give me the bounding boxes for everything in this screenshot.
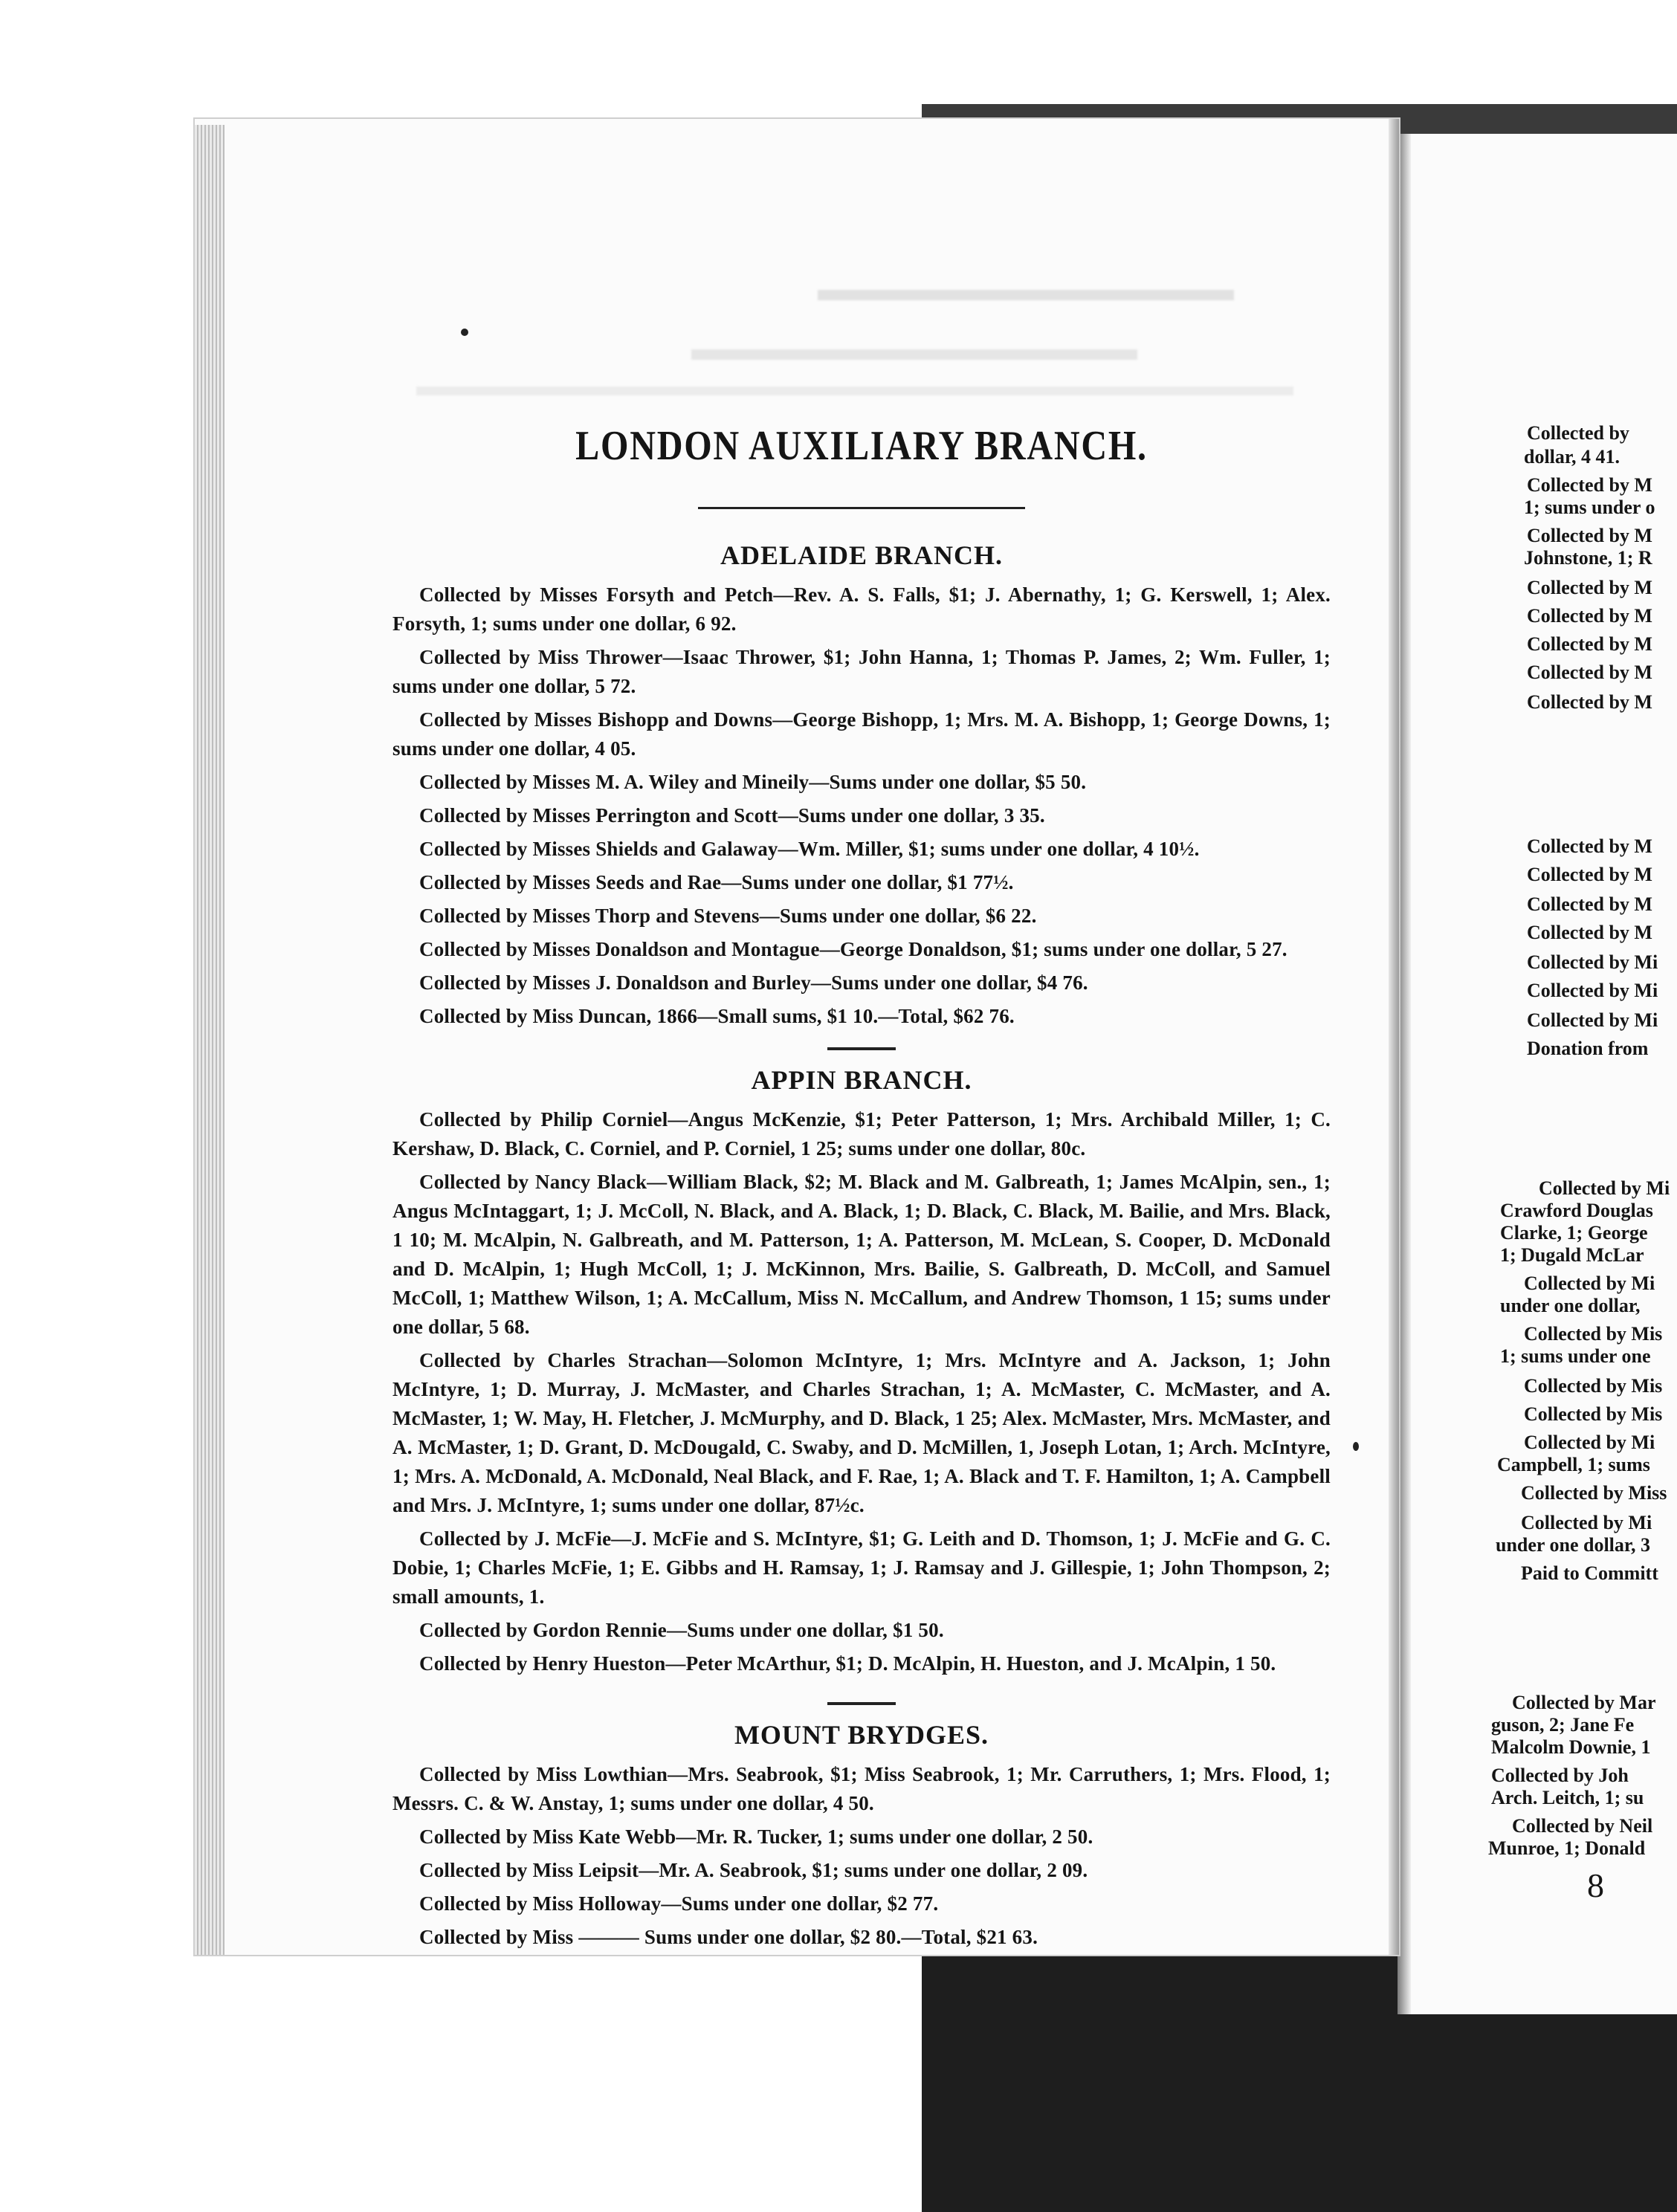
right-line: Collected by Mis [1524,1375,1663,1397]
right-line: Malcolm Downie, 1 [1491,1736,1651,1758]
entry: Collected by Misses Seeds and Rae—Sums under one dollar, $1 77½. [419,871,1014,893]
right-page-gutter [1398,134,1411,2014]
entry: Collected by Misses Bishopp and Downs—George Bishopp, 1; Mrs. M. A. Bishopp, 1; George Downs, 1; sums under one dollar, 4 05. [392,708,1331,760]
section-adelaide [392,539,1331,1031]
entry: Collected by Miss Thrower—Isaac Thrower, $1; John Hanna, 1; Thomas P. James, 2; Wm. Fuller, 1; sums under one dollar, 5 72. [392,646,1331,697]
section-rule [827,1702,896,1705]
right-line: Collected by Mi [1521,1512,1652,1533]
right-line: Collected by Neil [1512,1815,1653,1837]
left-page-content [392,424,1331,1956]
bleed-through [416,387,1293,395]
right-line: Collected by M [1527,835,1652,857]
right-line: Clarke, 1; George [1500,1222,1648,1244]
right-line: Arch. Leitch, 1; su [1491,1787,1644,1808]
bleed-through [691,349,1137,360]
right-line: Donation from [1527,1038,1649,1059]
right-line: Collected by Mis [1524,1323,1663,1345]
right-line: guson, 2; Jane Fe [1491,1714,1635,1736]
right-line: Collected by Mi [1527,1009,1658,1031]
right-line: Collected by M [1527,662,1652,683]
entry: Collected by Henry Hueston—Peter McArthur, $1; D. McAlpin, H. Hueston, and J. McAlpin, 1 50. [419,1652,1276,1675]
right-line: 1; sums under one [1500,1345,1651,1367]
right-line: 1; Dugald McLar [1500,1244,1644,1266]
right-line: Collected by Mi [1524,1432,1655,1453]
entry: Collected by Philip Corniel—Angus McKenzie, $1; Peter Patterson, 1; Mrs. Archibald Miller, 1; C. Kershaw, D. Black, C. Corniel, and P. Corniel, 1 25; sums under one dollar, 80c. [392,1108,1331,1160]
entry: Collected by Miss Lowthian—Mrs. Seabrook, $1; Miss Seabrook, 1; Mr. Carruthers, 1; Mrs. Flood, 1; Messrs. C. & W. Anstay, 1; sums under one dollar, 4 50. [392,1763,1331,1814]
right-line: Collected by Mi [1527,980,1658,1001]
entry: Collected by Miss Duncan, 1866—Small sums, $1 10.—Total, $62 76. [419,1005,1015,1027]
right-line: Collected by M [1527,633,1652,655]
right-line: under one dollar, 3 [1496,1534,1651,1556]
right-line: Collected by Mis [1524,1403,1663,1425]
entry: Collected by Miss Holloway—Sums under one dollar, $2 77. [419,1892,939,1915]
entry: Collected by Misses J. Donaldson and Burley—Sums under one dollar, $4 76. [419,971,1088,994]
right-line: Collected by [1527,422,1629,444]
entry: Collected by Misses Thorp and Stevens—Sums under one dollar, $6 22. [419,905,1037,927]
left-page-edges [195,125,224,1955]
entry: Collected by Miss Leipsit—Mr. A. Seabrook, $1; sums under one dollar, 2 09. [419,1859,1088,1881]
right-line: Collected by M [1527,525,1652,546]
right-line: Crawford Douglas [1500,1200,1653,1221]
right-line: Collected by Mi [1527,951,1658,973]
right-line: under one dollar, [1500,1295,1641,1316]
right-line: dollar, 4 41. [1524,446,1621,468]
right-line: Collected by M [1527,864,1652,885]
entry: Collected by Misses Forsyth and Petch—Rev. A. S. Falls, $1; J. Abernathy, 1; G. Kerswell, 1; Alex. Forsyth, 1; sums under one dollar, 6 92. [392,583,1331,635]
right-line: Collected by Miss [1521,1482,1667,1504]
right-line: Collected by Mar [1512,1692,1656,1713]
right-line: Collected by M [1527,893,1652,915]
entry: Collected by Gordon Rennie—Sums under one dollar, $1 50. [419,1619,944,1641]
bleed-through [818,290,1234,300]
right-line: Collected by M [1527,474,1652,496]
section-rule [827,1047,896,1050]
section-heading: ADELAIDE BRANCH. [720,540,1004,570]
page-title: LONDON AUXILIARY BRANCH. [575,423,1148,469]
entry: Collected by Nancy Black—William Black, $2; M. Black and M. Galbreath, 1; James McAlpin, sen., 1; Angus McIntaggart, 1; J. McColl, N. Black, and A. Black, 1; D. Black, C. Black, M. Bailie, and Mrs. Black, 1 10; M. McAlpin, N. Galbreath, and M. Patterson, 1; A. Patterson, M. McLean, S. Cooper, D. McDonald and D. McAlpin, 1; Hugh McColl, 1; J. McKinnon, Mrs. Bailie, S. Galbreath, D. McColl, and Samuel McColl, 1; Matthew Wilson, 1; A. McCallum, Miss N. McCallum, and Andrew Thomson, 1 15; sums under one dollar, 5 68. [392,1171,1331,1338]
entry: Collected by Misses Donaldson and Montague—George Donaldson, $1; sums under one dollar, 5 27. [419,938,1287,960]
right-line: Collected by Mi [1524,1272,1655,1294]
section-mount-brydges [392,1718,1331,1952]
right-line: Collected by M [1527,605,1652,627]
ink-speck [461,329,468,336]
right-line: Collected by M [1527,577,1652,598]
right-line: Collected by Mi [1539,1177,1670,1199]
entry: Collected by Misses M. A. Wiley and Mineily—Sums under one dollar, $5 50. [419,771,1087,793]
entry: Collected by Miss Kate Webb—Mr. R. Tucker, 1; sums under one dollar, 2 50. [419,1825,1093,1848]
entry: Collected by Misses Shields and Galaway—Wm. Miller, $1; sums under one dollar, 4 10½. [419,838,1200,860]
right-line: Paid to Committ [1521,1562,1658,1584]
section-appin [392,1064,1331,1678]
right-line: Munroe, 1; Donald [1488,1837,1646,1859]
entry: Collected by Misses Perrington and Scott—Sums under one dollar, 3 35. [419,804,1045,827]
left-page-gutter [1389,119,1399,1955]
entry: Collected by Miss ——— Sums under one dollar, $2 80.—Total, $21 63. [419,1926,1038,1948]
entry: Collected by J. McFie—J. McFie and S. McIntyre, $1; G. Leith and D. Thomson, 1; J. McFie and G. C. Dobie, 1; Charles McFie, 1; E. Gibbs and H. Ramsay, 1; J. Ramsay and J. Gillespie, 1; John Thompson, 2; small amounts, 1. [392,1527,1331,1608]
right-page-number: 8 [1587,1866,1604,1904]
title-rule [698,507,1025,509]
entry: Collected by Charles Strachan—Solomon McIntyre, 1; Mrs. McIntyre and A. Jackson, 1; John McIntyre, 1; D. Murray, J. McMaster, and Charles Strachan, 1; A. McMaster, C. McMaster, and A. McMaster, 1; W. May, H. Fletcher, J. McMurphy, and D. Black, 1 25; Alex. McMaster, Mrs. McMaster, and A. McMaster, 1; D. Grant, D. McDougald, C. Swaby, and D. McMillen, 1, Joseph Lotan, 1; Arch. McIntyre, 1; Mrs. A. McDonald, A. McDonald, Neal Black, and F. Rae, 1; A. Black and T. F. Hamilton, 1; A. Campbell and Mrs. J. McIntyre, 1; sums under one dollar, 87½c. [392,1349,1331,1516]
section-heading: MOUNT BRYDGES. [734,1720,989,1750]
right-line: Collected by M [1527,691,1652,713]
right-line: Campbell, 1; sums [1497,1454,1650,1475]
right-line: 1; sums under o [1524,497,1655,518]
right-line: Collected by M [1527,922,1652,943]
right-line: Collected by Joh [1491,1765,1629,1786]
right-line: Johnstone, 1; R [1524,547,1652,569]
section-heading: APPIN BRANCH. [751,1065,972,1095]
ink-speck [1353,1442,1359,1451]
